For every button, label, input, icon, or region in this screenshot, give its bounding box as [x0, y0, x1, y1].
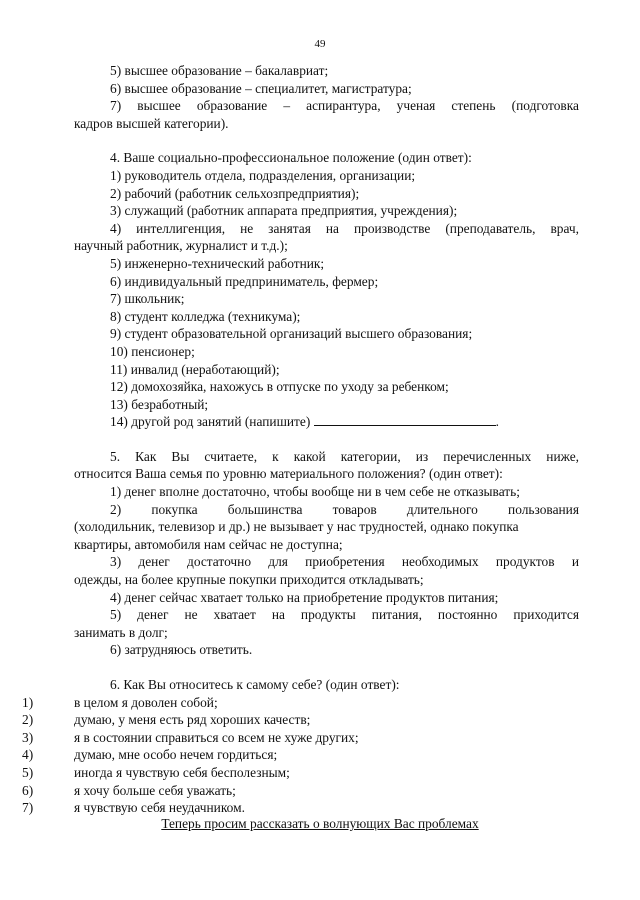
- write-in-blank[interactable]: [314, 414, 496, 426]
- q5-option-2-line-3: квартиры, автомобиля нам сейчас не доступна;: [74, 536, 343, 552]
- q4-option: 3) служащий (работник аппарата предприятия, учреждения);: [110, 203, 458, 219]
- q6-option-list: [22, 694, 579, 817]
- q4-option-continued: научный работник, журналист и т.д.);: [74, 238, 288, 254]
- q3-option-5: 5) высшее образование – бакалавриат;: [110, 63, 329, 78]
- q5-option-4: 4) денег сейчас хватает только на приобретение продуктов питания;: [110, 589, 499, 605]
- q6-option-number: 2): [22, 712, 34, 728]
- q4-option: 5) инженерно-технический работник;: [110, 255, 325, 271]
- q4-option: 4) интеллигенция, не занятая на производстве (преподаватель, врач,: [110, 220, 579, 236]
- q6-option: [22, 729, 579, 747]
- q6-option: [22, 799, 579, 817]
- q6-option: [22, 711, 579, 729]
- q6-option-text: думаю, у меня есть ряд хороших качеств;: [74, 712, 311, 728]
- q4-option: 11) инвалид (неработающий);: [110, 361, 280, 377]
- q4-option: 10) пенсионер;: [110, 343, 195, 359]
- q6-option: [22, 746, 579, 764]
- q6-option-text: в целом я доволен собой;: [74, 694, 218, 710]
- q4-option: 8) студент колледжа (техникума);: [110, 308, 301, 324]
- q4-blank-end: .: [495, 414, 500, 430]
- q5-option-2-line-2: (холодильник, телевизор и др.) не вызывает у нас трудностей, однако покупка: [74, 519, 519, 535]
- q6-title: 6. Как Вы относитесь к самому себе? (один ответ):: [110, 677, 400, 692]
- q6-option: [22, 782, 579, 800]
- q3-option-7-line-2: кадров высшей категории).: [74, 115, 229, 131]
- q6-option-text: иногда я чувствую себя бесполезным;: [74, 764, 290, 780]
- q3-option-6: 6) высшее образование – специалитет, магистратура;: [110, 80, 412, 96]
- q4-option: 13) безработный;: [110, 396, 209, 412]
- q6-option-number: 1): [22, 694, 34, 710]
- q6-option: [22, 694, 579, 712]
- q4-option-other-label: 14) другой род занятий (напишите): [110, 414, 311, 430]
- q6-option-number: 5): [22, 764, 34, 780]
- q5-option-1: 1) денег вполне достаточно, чтобы вообще ни в чем себе не отказывать;: [110, 484, 520, 500]
- q5-option-6: 6) затрудняюсь ответить.: [110, 642, 253, 658]
- q5-option-3-line-2: одежды, на более крупные покупки приходится откладывать;: [74, 572, 424, 588]
- questionnaire-body: [22, 62, 579, 817]
- q4-option: 7) школьник;: [110, 291, 185, 307]
- q6-option-text: думаю, мне особо нечем гордиться;: [74, 747, 278, 763]
- q5-option-3-line-1: 3) денег достаточно для приобретения необходимых продуктов и: [110, 554, 579, 570]
- q6-option-text: я хочу больше себя уважать;: [74, 782, 236, 798]
- section-heading: Теперь просим рассказать о волнующих Вас проблемах: [161, 816, 479, 831]
- q6-option-number: 3): [22, 729, 34, 745]
- q5-option-5-line-2: занимать в долг;: [74, 624, 168, 640]
- q5-option-2-line-1: 2) покупка большинства товаров длительного пользования: [110, 501, 579, 517]
- q6-option-text: я в состоянии справиться со всем не хуже других;: [74, 729, 359, 745]
- q4-option: 6) индивидуальный предприниматель, фермер;: [110, 273, 379, 289]
- q4-option: 9) студент образовательной организаций высшего образования;: [110, 326, 473, 342]
- q6-option-number: 7): [22, 800, 34, 816]
- q4-title: 4. Ваше социально-профессиональное положение (один ответ):: [110, 150, 472, 166]
- q6-option-number: 4): [22, 747, 34, 763]
- q3-option-7-line-1: 7) высшее образование – аспирантура, ученая степень (подготовка: [110, 98, 579, 114]
- q4-option: 12) домохозяйка, нахожусь в отпуске по уходу за ребенком;: [110, 379, 449, 395]
- q6-option-number: 6): [22, 782, 34, 798]
- q4-option: 1) руководитель отдела, подразделения, организации;: [110, 167, 416, 183]
- q5-title-line-2: относится Ваша семья по уровню материального положения? (один ответ):: [74, 466, 503, 482]
- q4-option-other: [74, 413, 579, 431]
- q6-option: [22, 764, 579, 782]
- q5-option-5-line-1: 5) денег не хватает на продукты питания, постоянно приходится: [110, 607, 579, 623]
- page-number: 49: [314, 38, 326, 50]
- q6-option-text: я чувствую себя неудачником.: [74, 800, 245, 816]
- q5-title-line-1: 5. Как Вы считаете, к какой категории, из перечисленных ниже,: [110, 448, 579, 464]
- q4-option: 2) рабочий (работник сельхозпредприятия);: [110, 185, 360, 201]
